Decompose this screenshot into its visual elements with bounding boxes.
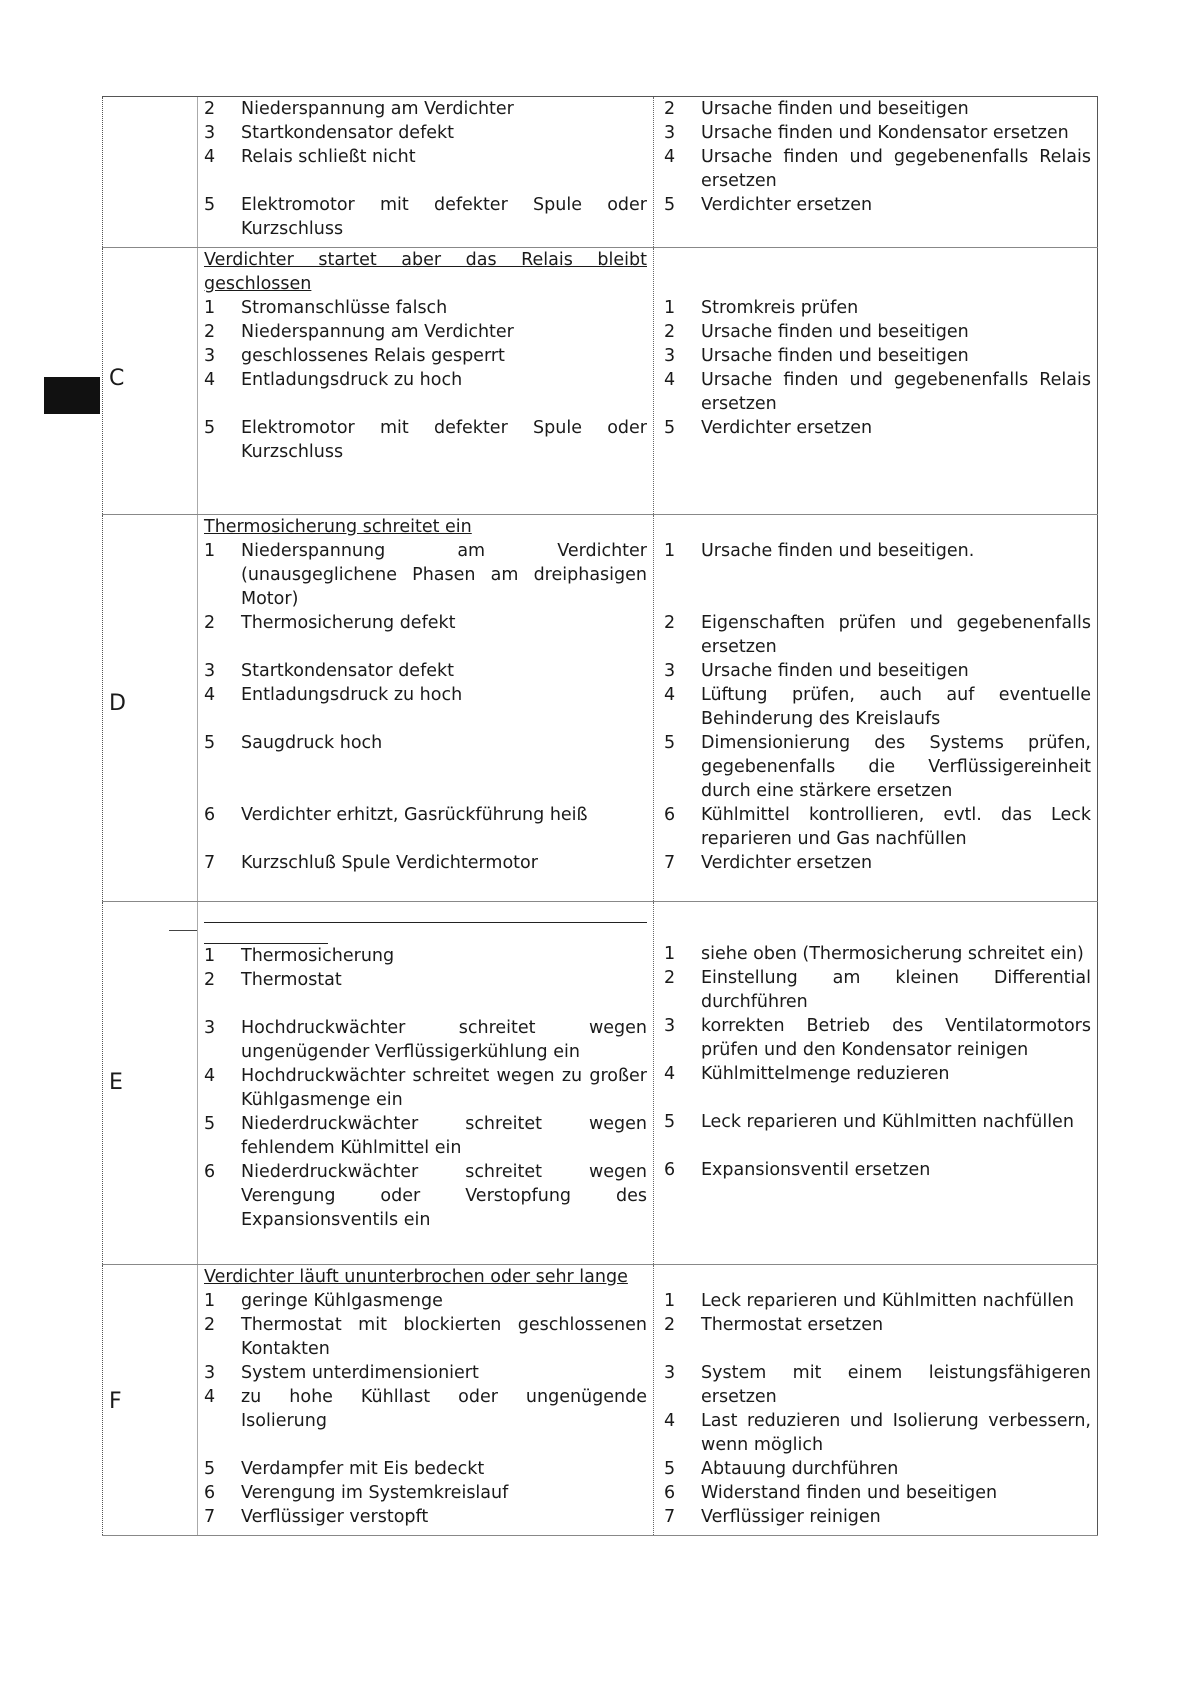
row-letter-cell: [102, 248, 198, 514]
list-item: 3 Startkondensator defekt: [204, 123, 454, 143]
list-item: 5 Saugdruck hoch: [204, 733, 383, 753]
list-item: 3 Ursache finden und Kondensator ersetzen: [664, 123, 1069, 143]
list-item: 3 System mit einem leistungsfähigeren ersetzen: [664, 1363, 1091, 1407]
list-item: 3 geschlossenes Relais gesperrt: [204, 346, 505, 366]
table-row: [102, 515, 1098, 902]
list-item: 4 Entladungsdruck zu hoch: [204, 370, 463, 390]
list-item: 7 Verdichter ersetzen: [664, 853, 873, 873]
list-item: 1 Stromanschlüsse falsch: [204, 298, 448, 318]
row-letter-cell: [102, 97, 198, 247]
list-item: 4 Hochdruckwächter schreitet wegen zu großer Kühlgasmenge ein: [204, 1066, 647, 1110]
list-item: 3 korrekten Betrieb des Ventilatormotors prüfen und den Kondensator reinigen: [664, 1016, 1091, 1060]
list-item: 1 Thermosicherung: [204, 946, 395, 966]
solution-cell: [654, 902, 1098, 1264]
list-item: 2 Thermostat ersetzen: [664, 1315, 884, 1335]
row-letter: E: [109, 1070, 123, 1095]
row-letter-cell: [102, 515, 198, 901]
list-item: 5 Abtauung durchführen: [664, 1459, 899, 1479]
list-item: 6 Widerstand finden und beseitigen: [664, 1483, 998, 1503]
list-item: 6 Niederdruckwächter schreitet wegen Verengung oder Verstopfung des Expansionsventils ein: [204, 1162, 647, 1230]
list-item: 5 Dimensionierung des Systems prüfen, gegebenenfalls die Verflüssigereinheit durch eine stärkere ersetzen: [664, 733, 1091, 801]
solution-cell: [654, 1265, 1098, 1535]
list-item: 6 Verengung im Systemkreislauf: [204, 1483, 509, 1503]
row-letter: F: [109, 1389, 122, 1414]
list-item: 5 Elektromotor mit defekter Spule oder Kurzschluss: [204, 418, 647, 462]
solution-cell: [654, 248, 1098, 514]
cause-cell: [198, 515, 654, 901]
section-tab-marker: [44, 377, 100, 414]
list-item: 2 Niederspannung am Verdichter: [204, 322, 514, 342]
list-item: 2 Einstellung am kleinen Differential durchführen: [664, 968, 1091, 1012]
row-letter: D: [109, 691, 126, 716]
list-item: 3 Ursache finden und beseitigen: [664, 346, 969, 366]
list-item: 5 Verdichter ersetzen: [664, 195, 873, 215]
row-letter-cell: [102, 1265, 198, 1535]
list-item: 2 Ursache finden und beseitigen: [664, 99, 969, 119]
table-row: [102, 1265, 1098, 1536]
list-item: 5 Verdichter ersetzen: [664, 418, 873, 438]
problem-heading: Thermosicherung schreitet ein: [204, 517, 472, 537]
row-letter-cell: [102, 902, 198, 1264]
cause-cell: [198, 248, 654, 514]
list-item: 7 Verflüssiger reinigen: [664, 1507, 881, 1527]
list-item: 1 Niederspannung am Verdichter (unausgeglichene Phasen am dreiphasigen Motor): [204, 541, 647, 609]
list-item: 5 Verdampfer mit Eis bedeckt: [204, 1459, 485, 1479]
list-item: 3 Startkondensator defekt: [204, 661, 454, 681]
list-item: 6 Expansionsventil ersetzen: [664, 1160, 931, 1180]
list-item: 1 Leck reparieren und Kühlmitten nachfüllen: [664, 1291, 1074, 1311]
list-item: 4 Relais schließt nicht: [204, 147, 416, 167]
list-item: 4 zu hohe Kühllast oder ungenügende Isolierung: [204, 1387, 647, 1431]
table-row: [102, 96, 1098, 248]
solution-cell: [654, 97, 1098, 247]
list-item: 3 Ursache finden und beseitigen: [664, 661, 969, 681]
list-item: 7 Verflüssiger verstopft: [204, 1507, 429, 1527]
problem-heading: Verdichter startet aber das Relais bleibt geschlossen: [204, 250, 647, 294]
table-row: [102, 902, 1098, 1265]
list-item: 4 Lüftung prüfen, auch auf eventuelle Behinderung des Kreislaufs: [664, 685, 1091, 729]
list-item: 2 Eigenschaften prüfen und gegebenenfalls ersetzen: [664, 613, 1091, 657]
solution-cell: [654, 515, 1098, 901]
list-item: 6 Kühlmittel kontrollieren, evtl. das Leck reparieren und Gas nachfüllen: [664, 805, 1091, 849]
list-item: 1 Stromkreis prüfen: [664, 298, 859, 318]
list-item: 6 Verdichter erhitzt, Gasrückführung heiß: [204, 805, 588, 825]
list-item: 4 Ursache finden und gegebenenfalls Relais ersetzen: [664, 147, 1091, 191]
list-item: 2 Thermostat: [204, 970, 342, 990]
list-item: 2 Ursache finden und beseitigen: [664, 322, 969, 342]
list-item: 5 Elektromotor mit defekter Spule oder Kurzschluss: [204, 195, 647, 239]
list-item: 7 Kurzschluß Spule Verdichtermotor: [204, 853, 538, 873]
list-item: 3 System unterdimensioniert: [204, 1363, 479, 1383]
list-item: 1 Ursache finden und beseitigen.: [664, 541, 975, 561]
heading-rule: [204, 902, 647, 923]
problem-heading: Verdichter läuft ununterbrochen oder sehr lange: [204, 1267, 628, 1287]
cause-cell: [198, 97, 654, 247]
list-item: 4 Last reduzieren und Isolierung verbessern, wenn möglich: [664, 1411, 1091, 1455]
list-item: 2 Thermostat mit blockierten geschlossenen Kontakten: [204, 1315, 647, 1359]
troubleshooting-table: [102, 96, 1098, 1536]
table-row: [102, 248, 1098, 515]
list-item: 1 siehe oben (Thermosicherung schreitet ein): [664, 944, 1084, 964]
heading-rule-short: [204, 923, 328, 944]
list-item: 4 Ursache finden und gegebenenfalls Relais ersetzen: [664, 370, 1091, 414]
list-item: 4 Kühlmittelmenge reduzieren: [664, 1064, 950, 1084]
list-item: 1 geringe Kühlgasmenge: [204, 1291, 443, 1311]
list-item: 2 Thermosicherung defekt: [204, 613, 456, 633]
list-item: 5 Niederdruckwächter schreitet wegen fehlendem Kühlmittel ein: [204, 1114, 647, 1158]
list-item: 5 Leck reparieren und Kühlmitten nachfüllen: [664, 1112, 1074, 1132]
row-letter: C: [109, 366, 125, 391]
list-item: 2 Niederspannung am Verdichter: [204, 99, 514, 119]
list-item: 3 Hochdruckwächter schreitet wegen ungenügender Verflüssigerkühlung ein: [204, 1018, 647, 1062]
cause-cell: [198, 902, 654, 1264]
cause-cell: [198, 1265, 654, 1535]
list-item: 4 Entladungsdruck zu hoch: [204, 685, 463, 705]
